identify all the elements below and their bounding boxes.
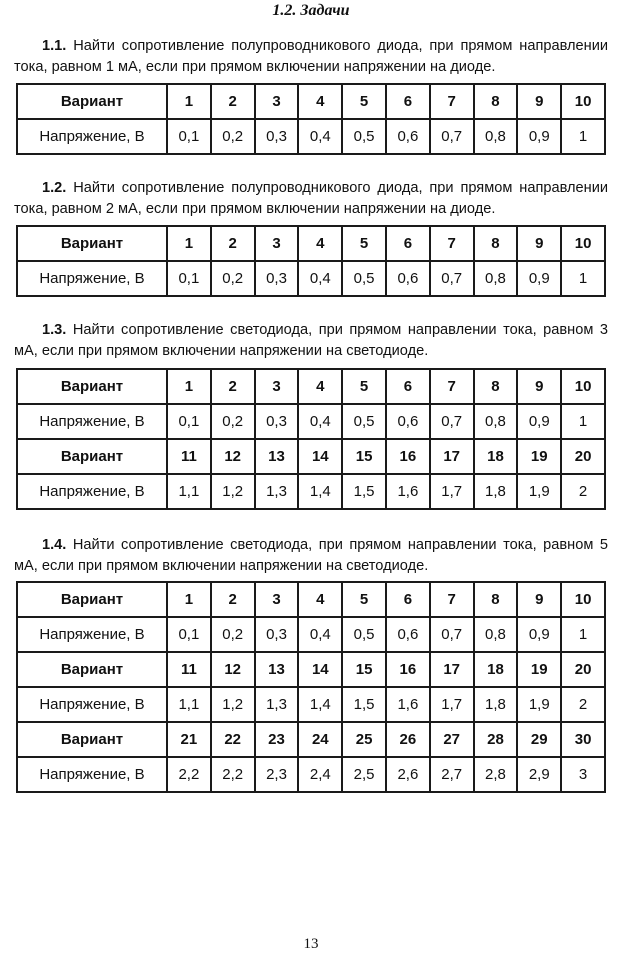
variant-number: 5 — [342, 226, 386, 261]
voltage-value: 0,4 — [298, 404, 342, 439]
variant-number: 10 — [561, 582, 605, 617]
variant-number: 7 — [430, 582, 474, 617]
voltage-value: 2,2 — [211, 757, 255, 792]
task-1-4-text — [14, 535, 608, 577]
task-description: Найти сопротивление светодиода, при прямом направлении тока, равном 5 мА, если при прямом включении напряжении на светодиоде. — [14, 537, 608, 574]
voltage-value: 2,9 — [517, 757, 561, 792]
variant-number: 6 — [386, 226, 430, 261]
variant-number: 5 — [342, 84, 386, 119]
voltage-value: 0,7 — [430, 404, 474, 439]
voltage-value: 1,2 — [211, 687, 255, 722]
voltage-value: 1,9 — [517, 687, 561, 722]
section-title: 1.2. Задачи — [272, 2, 350, 19]
voltage-row-label: Напряжение, В — [17, 404, 167, 439]
voltage-value: 2 — [561, 687, 605, 722]
variant-number: 11 — [167, 439, 211, 474]
voltage-row-label: Напряжение, В — [17, 119, 167, 154]
task-description: Найти сопротивление полупроводникового диода, при прямом направлении тока, равном 2 мА, если при прямом включении напряжении на диоде. — [14, 180, 608, 217]
variant-number: 8 — [474, 369, 518, 404]
variant-number: 4 — [298, 369, 342, 404]
voltage-value: 0,2 — [211, 119, 255, 154]
voltage-value: 2 — [561, 474, 605, 509]
voltage-row — [17, 687, 605, 722]
variant-number: 14 — [298, 652, 342, 687]
variant-number: 6 — [386, 84, 430, 119]
task-description: Найти сопротивление светодиода, при прямом направлении тока, равном 3 мА, если при прямом включении напряжении на светодиоде. — [14, 322, 608, 359]
voltage-value: 1,6 — [386, 687, 430, 722]
variant-number: 1 — [167, 226, 211, 261]
task-number: 1.4. — [42, 537, 67, 553]
task-description: Найти сопротивление полупроводникового диода, при прямом направлении тока, равном 1 мА, если при прямом включении напряжении на диоде. — [14, 38, 608, 75]
voltage-value: 0,3 — [255, 617, 299, 652]
voltage-row — [17, 119, 605, 154]
voltage-row — [17, 404, 605, 439]
voltage-value: 1,4 — [298, 687, 342, 722]
voltage-value: 0,3 — [255, 119, 299, 154]
variant-row — [17, 722, 605, 757]
voltage-value: 0,1 — [167, 617, 211, 652]
variant-row — [17, 226, 605, 261]
voltage-value: 1 — [561, 261, 605, 296]
variant-number: 10 — [561, 84, 605, 119]
voltage-row-label: Напряжение, В — [17, 474, 167, 509]
voltage-value: 0,5 — [342, 261, 386, 296]
variant-number: 2 — [211, 582, 255, 617]
variant-number: 24 — [298, 722, 342, 757]
voltage-value: 2,5 — [342, 757, 386, 792]
variant-number: 2 — [211, 226, 255, 261]
variant-number: 19 — [517, 652, 561, 687]
variant-number: 6 — [386, 369, 430, 404]
variant-row-label: Вариант — [17, 652, 167, 687]
variant-number: 8 — [474, 226, 518, 261]
voltage-value: 0,6 — [386, 261, 430, 296]
variant-number: 25 — [342, 722, 386, 757]
variant-number: 20 — [561, 652, 605, 687]
voltage-value: 0,9 — [517, 119, 561, 154]
variant-number: 19 — [517, 439, 561, 474]
variant-number: 18 — [474, 652, 518, 687]
variant-row-label: Вариант — [17, 226, 167, 261]
voltage-row — [17, 757, 605, 792]
voltage-value: 1 — [561, 119, 605, 154]
variant-number: 26 — [386, 722, 430, 757]
variant-number: 17 — [430, 652, 474, 687]
voltage-value: 0,2 — [211, 617, 255, 652]
variant-number: 3 — [255, 369, 299, 404]
variant-number: 14 — [298, 439, 342, 474]
variant-number: 1 — [167, 84, 211, 119]
voltage-value: 0,4 — [298, 617, 342, 652]
variant-number: 4 — [298, 84, 342, 119]
variant-number: 7 — [430, 369, 474, 404]
variant-number: 30 — [561, 722, 605, 757]
voltage-value: 0,1 — [167, 119, 211, 154]
variant-number: 21 — [167, 722, 211, 757]
voltage-value: 1,2 — [211, 474, 255, 509]
voltage-value: 2,8 — [474, 757, 518, 792]
variant-number: 8 — [474, 582, 518, 617]
variant-row — [17, 439, 605, 474]
voltage-row — [17, 474, 605, 509]
variant-row — [17, 84, 605, 119]
variant-number: 12 — [211, 652, 255, 687]
voltage-row-label: Напряжение, В — [17, 687, 167, 722]
voltage-row — [17, 261, 605, 296]
voltage-value: 0,1 — [167, 261, 211, 296]
task-1-4-table — [16, 581, 606, 793]
voltage-value: 2,2 — [167, 757, 211, 792]
voltage-value: 1,6 — [386, 474, 430, 509]
variant-number: 16 — [386, 652, 430, 687]
variant-number: 18 — [474, 439, 518, 474]
voltage-value: 1,1 — [167, 687, 211, 722]
voltage-value: 0,9 — [517, 261, 561, 296]
voltage-value: 0,5 — [342, 119, 386, 154]
task-number: 1.3. — [42, 322, 67, 338]
voltage-value: 1,7 — [430, 687, 474, 722]
voltage-value: 0,9 — [517, 404, 561, 439]
voltage-value: 1 — [561, 617, 605, 652]
variant-number: 12 — [211, 439, 255, 474]
voltage-value: 2,3 — [255, 757, 299, 792]
variant-row-label: Вариант — [17, 369, 167, 404]
voltage-row-label: Напряжение, В — [17, 261, 167, 296]
voltage-value: 0,5 — [342, 617, 386, 652]
task-1-2-text — [14, 178, 608, 220]
voltage-value: 1,5 — [342, 687, 386, 722]
task-1-2-table — [16, 225, 606, 297]
variant-row — [17, 369, 605, 404]
variant-number: 28 — [474, 722, 518, 757]
task-1-1-table — [16, 83, 606, 155]
variant-number: 23 — [255, 722, 299, 757]
voltage-row-label: Напряжение, В — [17, 617, 167, 652]
voltage-row — [17, 617, 605, 652]
variant-number: 3 — [255, 582, 299, 617]
variant-number: 2 — [211, 369, 255, 404]
voltage-value: 0,6 — [386, 404, 430, 439]
voltage-value: 0,8 — [474, 617, 518, 652]
variant-number: 3 — [255, 226, 299, 261]
variant-row-label: Вариант — [17, 84, 167, 119]
variant-number: 4 — [298, 582, 342, 617]
variant-number: 27 — [430, 722, 474, 757]
variant-number: 3 — [255, 84, 299, 119]
variant-number: 5 — [342, 582, 386, 617]
task-1-1-text — [14, 36, 608, 78]
variant-number: 16 — [386, 439, 430, 474]
voltage-value: 1,9 — [517, 474, 561, 509]
variant-number: 20 — [561, 439, 605, 474]
variant-number: 17 — [430, 439, 474, 474]
variant-number: 15 — [342, 439, 386, 474]
voltage-value: 0,2 — [211, 404, 255, 439]
variant-number: 10 — [561, 226, 605, 261]
variant-number: 1 — [167, 582, 211, 617]
page-number: 13 — [303, 936, 319, 952]
variant-number: 9 — [517, 369, 561, 404]
variant-number: 2 — [211, 84, 255, 119]
voltage-value: 0,6 — [386, 617, 430, 652]
voltage-value: 0,7 — [430, 119, 474, 154]
task-1-3-table — [16, 368, 606, 510]
voltage-value: 0,2 — [211, 261, 255, 296]
variant-number: 13 — [255, 439, 299, 474]
voltage-value: 0,3 — [255, 404, 299, 439]
voltage-value: 0,8 — [474, 261, 518, 296]
voltage-value: 1,7 — [430, 474, 474, 509]
voltage-row-label: Напряжение, В — [17, 757, 167, 792]
variant-number: 9 — [517, 84, 561, 119]
voltage-value: 2,7 — [430, 757, 474, 792]
voltage-value: 1,8 — [474, 687, 518, 722]
voltage-value: 0,8 — [474, 404, 518, 439]
voltage-value: 0,6 — [386, 119, 430, 154]
variant-number: 29 — [517, 722, 561, 757]
voltage-value: 0,1 — [167, 404, 211, 439]
variant-number: 10 — [561, 369, 605, 404]
variant-number: 11 — [167, 652, 211, 687]
voltage-value: 0,4 — [298, 119, 342, 154]
voltage-value: 1 — [561, 404, 605, 439]
voltage-value: 0,9 — [517, 617, 561, 652]
task-1-3-text — [14, 320, 608, 362]
voltage-value: 0,7 — [430, 261, 474, 296]
variant-row-label: Вариант — [17, 582, 167, 617]
voltage-value: 1,3 — [255, 687, 299, 722]
variant-number: 7 — [430, 226, 474, 261]
variant-row-label: Вариант — [17, 722, 167, 757]
voltage-value: 1,8 — [474, 474, 518, 509]
variant-number: 9 — [517, 582, 561, 617]
voltage-value: 2,4 — [298, 757, 342, 792]
variant-row-label: Вариант — [17, 439, 167, 474]
variant-number: 15 — [342, 652, 386, 687]
variant-number: 6 — [386, 582, 430, 617]
variant-number: 9 — [517, 226, 561, 261]
voltage-value: 0,4 — [298, 261, 342, 296]
voltage-value: 1,5 — [342, 474, 386, 509]
task-number: 1.1. — [42, 38, 67, 54]
variant-number: 1 — [167, 369, 211, 404]
variant-number: 5 — [342, 369, 386, 404]
voltage-value: 0,7 — [430, 617, 474, 652]
variant-number: 8 — [474, 84, 518, 119]
voltage-value: 1,1 — [167, 474, 211, 509]
voltage-value: 1,4 — [298, 474, 342, 509]
voltage-value: 0,3 — [255, 261, 299, 296]
variant-number: 13 — [255, 652, 299, 687]
voltage-value: 1,3 — [255, 474, 299, 509]
voltage-value: 3 — [561, 757, 605, 792]
variant-number: 4 — [298, 226, 342, 261]
variant-row — [17, 652, 605, 687]
task-number: 1.2. — [42, 180, 67, 196]
variant-number: 7 — [430, 84, 474, 119]
voltage-value: 2,6 — [386, 757, 430, 792]
voltage-value: 0,5 — [342, 404, 386, 439]
variant-row — [17, 582, 605, 617]
variant-number: 22 — [211, 722, 255, 757]
voltage-value: 0,8 — [474, 119, 518, 154]
